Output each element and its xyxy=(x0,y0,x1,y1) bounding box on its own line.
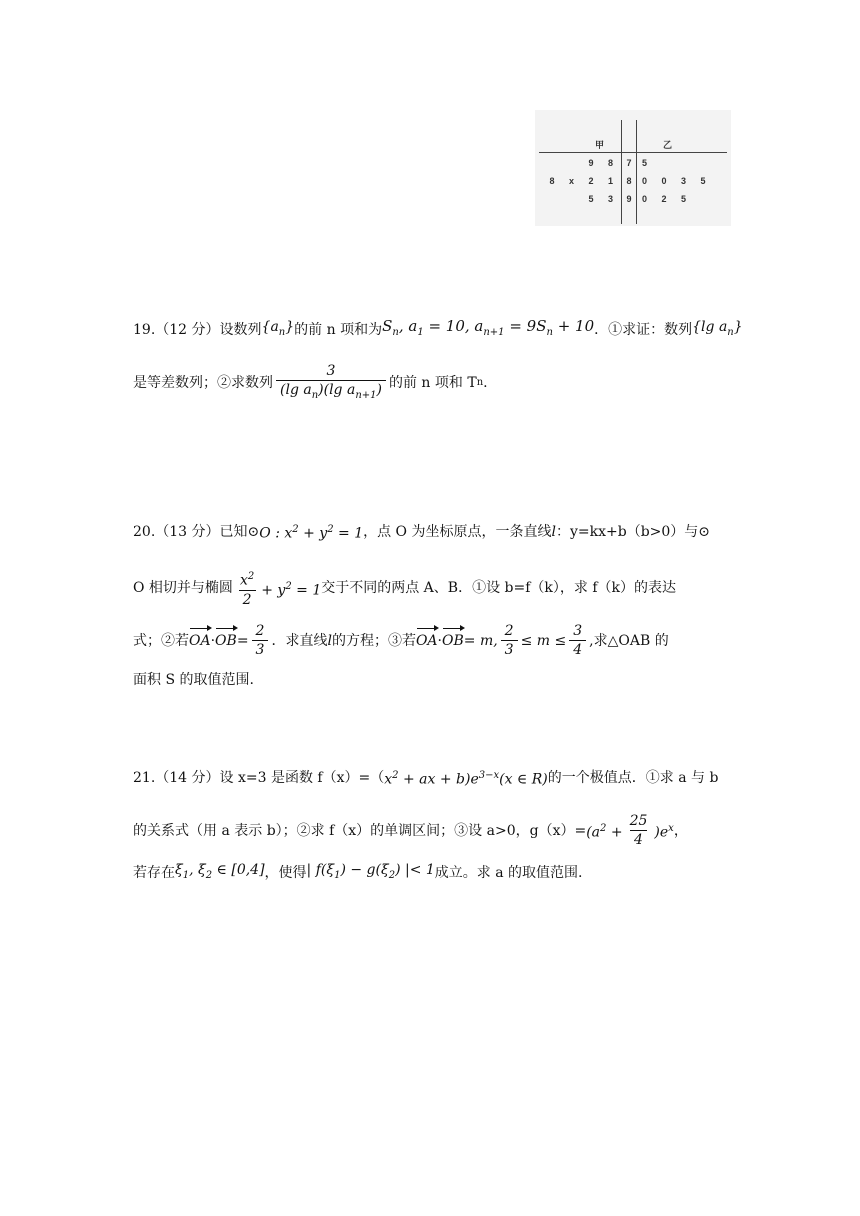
fraction: $\frac{x^2}{2}$ xyxy=(239,571,255,608)
header-yi: 乙 xyxy=(663,140,673,150)
problem-20-line3: 式；②若 OA · OB = $\frac{2}{3}$ ．求直线 l 的方程；③若 OA · OB = m, $\frac{2}{3}$ ≤ m ≤ $\frac{3}{4}$ ,求△OAB 的 xyxy=(133,623,669,658)
problem-20-line4: 面积 S 的取值范围. xyxy=(133,672,254,688)
fraction: $\frac{2}{3}$ xyxy=(252,622,269,659)
fraction: $\frac{3}{4}$ xyxy=(569,622,586,659)
vector-ob: OB xyxy=(442,632,464,649)
stem-row: 9 8 7 5 xyxy=(588,158,654,168)
problem-19-line1: 19. （12 分） 设数列 $\{a_n\}$ 的前 n 项和为 $S_n$, $a_1 = 10$, $a_{n+1} = 9S_n + 10$ ．①求证：数列 {lg $a_n$} xyxy=(133,317,743,338)
problem-19-line2: 是等差数列；②求数列 $\frac{3}{(\lg a_n)(\lg a_{n+1})}$ 的前 n 项和 T n . xyxy=(133,362,488,405)
fraction: $\frac{25}{4}$ xyxy=(629,813,648,848)
fraction: $\frac{3}{(\lg a_n)(\lg a_{n+1})}$ xyxy=(276,362,386,405)
problem-21-line2: 的关系式（用 a 表示 b）；②求 f（x）的单调区间；③设 a>0，g（x）= ($a^2$ + $\frac{25}{4}$ )$e^x$ ， xyxy=(133,813,688,848)
problem-20-line2: O 相切并与椭圆 $\frac{x^2}{2}$ + $y^2 = 1$ 交于不同的两点 A、B．①设 b=f（k），求 f（k）的表达 xyxy=(133,568,676,609)
problem-21-line3: 若存在 $\xi_1$, $\xi_2$ ∈ [0,4] ，使得 | $f(\xi_1) - g(\xi_2)$ |< 1 成立。求 a 的取值范围. xyxy=(133,862,583,881)
vector-oa: OA xyxy=(189,632,211,649)
stem-row: 8 x 2 1 8 0 0 3 5 xyxy=(549,176,712,186)
vector-ob: OB xyxy=(215,632,237,649)
stem-row: 5 3 9 0 2 5 xyxy=(588,194,693,204)
fraction: $\frac{2}{3}$ xyxy=(501,622,518,659)
figure-hline xyxy=(539,152,727,153)
vector-oa: OA xyxy=(415,632,438,649)
stem-leaf-figure xyxy=(535,110,731,226)
figure-vline-right xyxy=(636,120,637,224)
header-jia: 甲 xyxy=(595,140,605,150)
problem-20-line1: 20. （13 分） 已知⊙ O : $x^2 + y^2 = 1$ ，点 O 为坐标原点，一条直线 l ：y=kx+b（b>0）与⊙ xyxy=(133,523,711,542)
figure-vline-left xyxy=(621,120,622,224)
problem-21-line1: 21. （14 分） 设 x=3 是函数 f（x）=（ $x^2$ + ax + $b)e^{3-x}(x$ ∈ R) 的一个极值点．①求 a 与 b xyxy=(133,769,719,788)
